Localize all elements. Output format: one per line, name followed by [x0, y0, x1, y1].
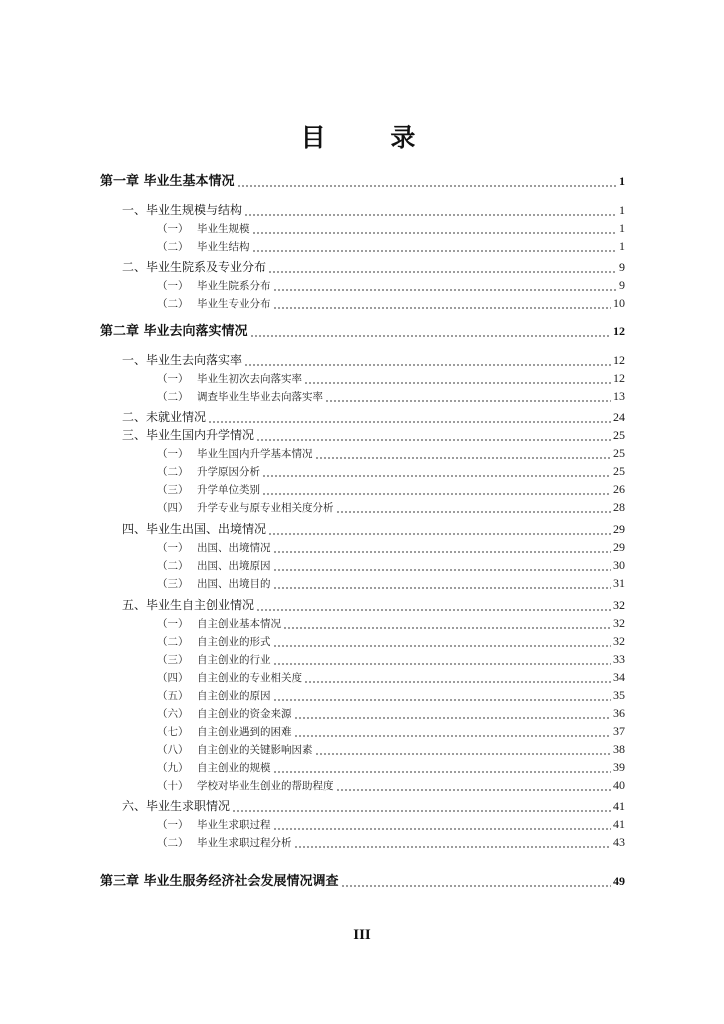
toc-entry[interactable]: [157, 832, 625, 850]
toc-entry-number: （三）: [157, 654, 189, 666]
toc-entry-number: （一）: [157, 819, 189, 831]
toc-entry-label: [157, 278, 271, 293]
toc-entry-page: 25: [613, 464, 625, 478]
toc-entry-page: 29: [613, 522, 625, 536]
toc-entry-number: （一）: [157, 618, 189, 630]
toc-entry[interactable]: [157, 573, 625, 591]
toc-leader-dots: [336, 497, 612, 515]
toc-entry-label: 一、毕业生规模与结构: [122, 203, 243, 217]
toc-entry-label: [157, 652, 271, 667]
toc-entry-page: 36: [613, 706, 625, 720]
toc-entry[interactable]: [157, 537, 625, 555]
toc-leader-dots: [273, 685, 612, 703]
toc-entry-text: 出国、出境原因: [197, 560, 271, 572]
toc-entry-number: （二）: [157, 837, 189, 849]
toc-entry-label: [157, 724, 292, 739]
toc-entry-page: 38: [613, 742, 625, 756]
toc-entry-text: 毕业生专业分布: [197, 298, 271, 310]
toc-entry[interactable]: [157, 631, 625, 649]
toc-leader-dots: [315, 739, 612, 757]
toc-entry-page: 35: [613, 688, 625, 702]
toc-entry-text: 自主创业的行业: [197, 654, 271, 666]
toc-entry-number: （六）: [157, 708, 189, 720]
toc-entry-text: 自主创业遇到的困难: [197, 726, 292, 738]
toc-entry-text: 毕业生求职过程: [197, 819, 271, 831]
toc-entry-label: 二、毕业生院系及专业分布: [122, 260, 267, 274]
toc-entry-text: 升学原因分析: [197, 466, 260, 478]
toc-entry-page: 32: [613, 616, 625, 630]
toc-leader-dots: [273, 293, 612, 311]
toc-entry[interactable]: [100, 171, 625, 189]
toc-leader-dots: [262, 461, 611, 479]
toc-leader-dots: [256, 595, 611, 613]
toc-entry-text: 毕业生初次去向落实率: [197, 373, 302, 385]
toc-leader-dots: [252, 218, 618, 236]
toc-leader-dots: [208, 407, 611, 425]
toc-entry[interactable]: [157, 703, 625, 721]
toc-leader-dots: [268, 519, 611, 537]
toc-entry-label: [157, 742, 313, 757]
toc-entry[interactable]: [157, 649, 625, 667]
toc-entry-label: [157, 239, 250, 254]
toc-entry-page: 1: [619, 203, 625, 217]
toc-entry-label: 五、毕业生自主创业情况: [122, 598, 255, 612]
toc-entry-label: [157, 389, 323, 404]
toc-entry-label: [157, 540, 271, 555]
toc-entry-page: 37: [613, 724, 625, 738]
toc-entry-number: （一）: [157, 280, 189, 292]
toc-entry-number: （十）: [157, 780, 189, 792]
toc-entry[interactable]: [157, 757, 625, 775]
toc-entry-page: 32: [613, 598, 625, 612]
toc-entry-label: 六、毕业生求职情况: [122, 799, 231, 813]
toc-entry-page: 25: [613, 446, 625, 460]
toc-entry-number: （一）: [157, 373, 189, 385]
toc-entry-text: 毕业生国内升学基本情况: [197, 448, 313, 460]
toc-entry-page: 12: [613, 324, 625, 338]
toc-entry[interactable]: [157, 667, 625, 685]
toc-leader-dots: [336, 775, 612, 793]
toc-entry-text: 自主创业的原因: [197, 690, 271, 702]
toc-entry-label: [157, 221, 250, 236]
toc-leader-dots: [304, 667, 611, 685]
toc-leader-dots: [273, 649, 612, 667]
toc-entry[interactable]: [157, 775, 625, 793]
toc-leader-dots: [232, 796, 611, 814]
toc-entry-page: 34: [613, 670, 625, 684]
toc-leader-dots: [262, 479, 611, 497]
toc-leader-dots: [294, 703, 612, 721]
toc-entry-number: （八）: [157, 744, 189, 756]
toc-entry-page: 32: [613, 634, 625, 648]
toc-leader-dots: [244, 200, 617, 218]
toc-entry-page: 26: [613, 482, 625, 496]
toc-leader-dots: [341, 871, 611, 889]
toc-entry-page: 41: [613, 799, 625, 813]
toc-leader-dots: [250, 321, 611, 339]
toc-entry-label: [157, 296, 271, 311]
toc-entry[interactable]: [157, 293, 625, 311]
toc-entry-label: 四、毕业生出国、出境情况: [122, 522, 267, 536]
toc-entry-text: 升学单位类别: [197, 484, 260, 496]
toc-entry-text: 调查毕业生毕业去向落实率: [197, 391, 323, 403]
toc-entry-page: 29: [613, 540, 625, 554]
toc-entry-page: 49: [613, 874, 625, 888]
toc-entry-page: 41: [613, 817, 625, 831]
toc-entry[interactable]: [157, 443, 625, 461]
toc-leader-dots: [294, 832, 612, 850]
toc-entry-page: 1: [619, 221, 625, 235]
toc-entry[interactable]: [100, 871, 625, 889]
toc-entry-page: 33: [613, 652, 625, 666]
toc-entry[interactable]: [157, 685, 625, 703]
toc-leader-dots: [325, 386, 611, 404]
toc-leader-dots: [256, 425, 611, 443]
toc-leader-dots: [268, 257, 617, 275]
toc-entry-page: 40: [613, 778, 625, 792]
toc-entry-label: [157, 371, 302, 386]
toc-entry-number: （三）: [157, 484, 189, 496]
toc-entry-number: （四）: [157, 502, 189, 514]
toc-entry-number: （五）: [157, 690, 189, 702]
toc-entry-number: （七）: [157, 726, 189, 738]
toc-entry-page: 1: [619, 239, 625, 253]
toc-entry[interactable]: [157, 479, 625, 497]
toc-entry-text: 自主创业的规模: [197, 762, 271, 774]
toc-entry-page: 31: [613, 576, 625, 590]
toc-entry[interactable]: [157, 497, 625, 515]
toc-entry[interactable]: [157, 218, 625, 236]
toc-entry-page: 1: [619, 174, 625, 188]
toc-entry-text: 自主创业基本情况: [197, 618, 281, 630]
toc-entry-number: （四）: [157, 672, 189, 684]
toc-entry-label: [157, 576, 271, 591]
toc-entry-label: [157, 500, 334, 515]
toc-entry-label: [157, 670, 302, 685]
toc-entry-text: 出国、出境目的: [197, 578, 271, 590]
page-number: III: [353, 927, 371, 943]
toc-leader-dots: [304, 368, 611, 386]
toc-title: 目 录: [300, 123, 444, 152]
toc-entry[interactable]: [122, 519, 625, 537]
toc-entry-number: （一）: [157, 448, 189, 460]
toc-entry-number: （二）: [157, 636, 189, 648]
toc-entry-label: 第一章 毕业生基本情况: [100, 174, 235, 189]
toc-entry-text: 学校对毕业生创业的帮助程度: [197, 780, 334, 792]
toc-entry-page: 39: [613, 760, 625, 774]
toc-leader-dots: [252, 236, 618, 254]
toc-leader-dots: [244, 350, 611, 368]
toc-entry-page: 25: [613, 428, 625, 442]
toc-entry-label: [157, 760, 271, 775]
toc-entry[interactable]: [122, 200, 625, 218]
toc-entry[interactable]: [157, 275, 625, 293]
toc-entry-page: 24: [613, 410, 625, 424]
toc-entry-label: [157, 835, 292, 850]
toc-leader-dots: [273, 757, 612, 775]
toc-entry-text: 毕业生院系分布: [197, 280, 271, 292]
toc-entry[interactable]: [122, 595, 625, 613]
toc-entry-text: 毕业生结构: [197, 241, 250, 253]
toc-entry-label: [157, 616, 281, 631]
toc-entry-number: （一）: [157, 223, 189, 235]
toc-entry-number: （一）: [157, 542, 189, 554]
toc-entry-number: （三）: [157, 578, 189, 590]
toc-entry[interactable]: [157, 555, 625, 573]
toc-entry[interactable]: [122, 796, 625, 814]
toc-entry[interactable]: [157, 814, 625, 832]
toc-entry-page: 13: [613, 389, 625, 403]
toc-entry-page: 12: [613, 353, 625, 367]
toc-entry-text: 自主创业的形式: [197, 636, 271, 648]
toc-entry-text: 毕业生规模: [197, 223, 250, 235]
toc-entry-number: （二）: [157, 241, 189, 253]
toc-entry-label: [157, 464, 260, 479]
toc-entry-label: 第二章 毕业去向落实情况: [100, 324, 248, 339]
toc-entry-page: 9: [619, 278, 625, 292]
toc-entry[interactable]: [157, 236, 625, 254]
toc-leader-dots: [294, 721, 612, 739]
toc-entry-number: （二）: [157, 298, 189, 310]
toc-entry-text: 自主创业的专业相关度: [197, 672, 302, 684]
toc-entry-label: 第三章 毕业生服务经济社会发展情况调查: [100, 874, 339, 889]
toc-entry[interactable]: [122, 350, 625, 368]
toc-entry-text: 升学专业与原专业相关度分析: [197, 502, 334, 514]
toc-leader-dots: [283, 613, 611, 631]
toc-entry[interactable]: [157, 368, 625, 386]
toc-entry[interactable]: [157, 739, 625, 757]
toc-entry-label: [157, 558, 271, 573]
toc-entry-page: 10: [613, 296, 625, 310]
toc-entry[interactable]: [122, 407, 625, 425]
toc-entry-label: [157, 817, 271, 832]
toc-entry-page: 9: [619, 260, 625, 274]
toc-entry[interactable]: [157, 461, 625, 479]
toc-entry-label: [157, 482, 260, 497]
toc-entry-label: [157, 688, 271, 703]
toc-leader-dots: [273, 275, 618, 293]
toc-entry-page: 30: [613, 558, 625, 572]
toc-leader-dots: [273, 537, 612, 555]
toc-leader-dots: [315, 443, 612, 461]
toc-leader-dots: [237, 171, 617, 189]
toc-leader-dots: [273, 555, 612, 573]
toc-leader-dots: [273, 814, 612, 832]
toc-entry[interactable]: [157, 386, 625, 404]
toc-entry-label: 一、毕业生去向落实率: [122, 353, 243, 367]
toc-leader-dots: [273, 573, 612, 591]
toc-entry-page: 28: [613, 500, 625, 514]
toc-leader-dots: [273, 631, 612, 649]
toc-entry-number: （二）: [157, 391, 189, 403]
toc-entry-page: 12: [613, 371, 625, 385]
toc-entry-text: 自主创业的关键影响因素: [197, 744, 313, 756]
toc-entry-text: 出国、出境情况: [197, 542, 271, 554]
toc-entry[interactable]: [157, 721, 625, 739]
toc-entry-number: （九）: [157, 762, 189, 774]
toc-entry-text: 毕业生求职过程分析: [197, 837, 292, 849]
toc-entry[interactable]: [100, 321, 625, 339]
toc-entry-label: 二、未就业情况: [122, 410, 207, 424]
toc-entry-label: [157, 778, 334, 793]
toc-entry-number: （二）: [157, 560, 189, 572]
toc-entry[interactable]: [122, 425, 625, 443]
toc-entry-text: 自主创业的资金来源: [197, 708, 292, 720]
toc-entry-number: （二）: [157, 466, 189, 478]
toc-entry-label: 三、毕业生国内升学情况: [122, 428, 255, 442]
toc-entry-page: 43: [613, 835, 625, 849]
toc-entry-label: [157, 446, 313, 461]
toc-entry[interactable]: [122, 257, 625, 275]
toc-entry[interactable]: [157, 613, 625, 631]
toc-entry-label: [157, 706, 292, 721]
toc-entry-label: [157, 634, 271, 649]
